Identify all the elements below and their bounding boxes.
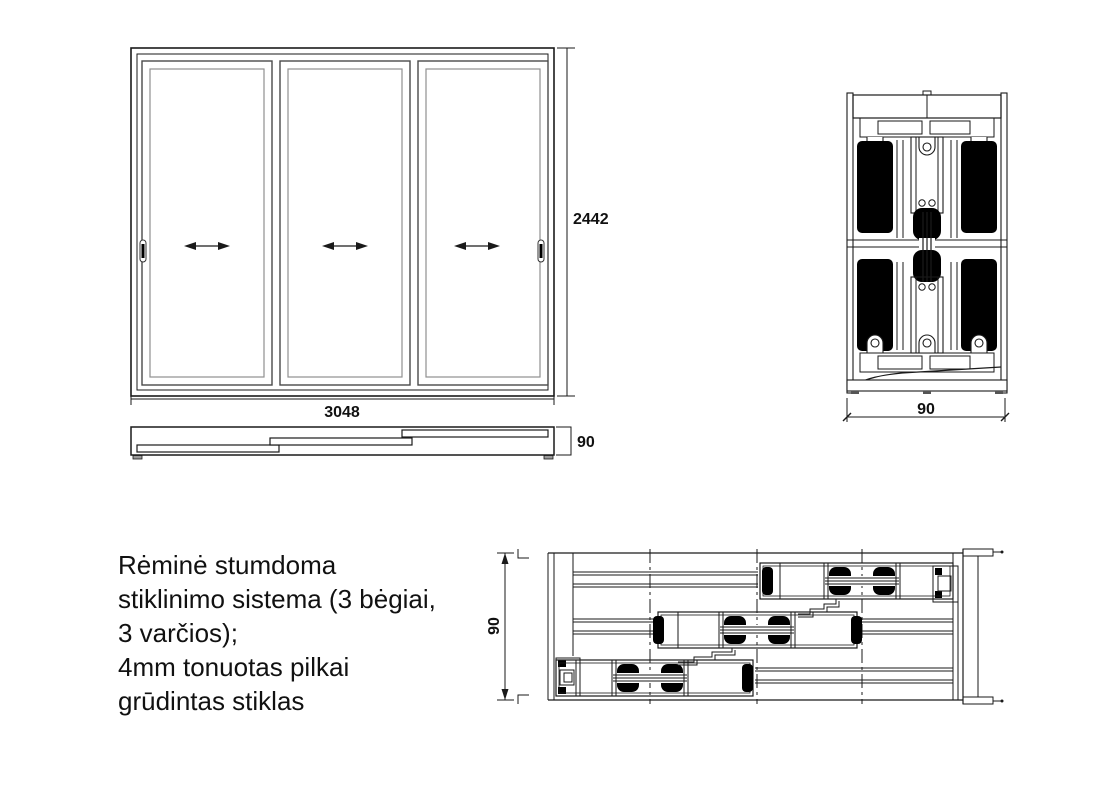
description-line: stiklinimo sistema (3 bėgiai, (118, 584, 436, 614)
horizontal-section-detail (497, 549, 1004, 704)
slide-direction-arrow-1 (184, 242, 230, 250)
vsection-head-profile (853, 91, 1001, 137)
elevation-view (131, 48, 575, 405)
hsection-right-jamb (933, 549, 1004, 704)
dim-label-width: 3048 (324, 404, 360, 421)
plan-sash-front (137, 445, 279, 452)
sliding-sash-1 (142, 61, 272, 385)
plan-sash-middle (270, 438, 412, 445)
plan-view (131, 427, 571, 459)
description-text (118, 548, 478, 718)
vsection-right-flange (1001, 93, 1007, 393)
hsection-step-connector-2 (798, 599, 839, 617)
hsection-sash-back (760, 563, 953, 599)
plan-foot-left (133, 456, 142, 460)
handle-right (538, 240, 544, 262)
slide-direction-arrow-3 (454, 242, 500, 250)
slide-direction-arrow-2 (322, 242, 368, 250)
vsection-left-flange (847, 93, 853, 393)
description-line: 3 varčios); (118, 618, 238, 648)
dim-label-height: 2442 (573, 211, 609, 228)
sliding-sash-2 (280, 61, 410, 385)
elevation-frame (131, 48, 554, 396)
description-line: Rėminė stumdoma (118, 550, 337, 580)
plan-depth-bracket (556, 427, 571, 455)
description-line: grūdintas stiklas (118, 686, 305, 716)
sliding-sash-3 (418, 61, 548, 385)
hsection-sash-front (556, 660, 753, 696)
description-line: 4mm tonuotas pilkai (118, 652, 350, 682)
plan-foot-right (544, 456, 553, 460)
dim-label-hsection: 90 (486, 617, 503, 635)
vsection-sill-profile (847, 353, 1007, 394)
plan-sash-back (402, 430, 548, 437)
vertical-section-detail (843, 91, 1009, 422)
handle-left (140, 240, 146, 262)
hsection-step-connector-1 (678, 648, 735, 665)
dim-label-vsection: 90 (917, 401, 935, 418)
dim-label-plan-depth: 90 (577, 434, 595, 451)
